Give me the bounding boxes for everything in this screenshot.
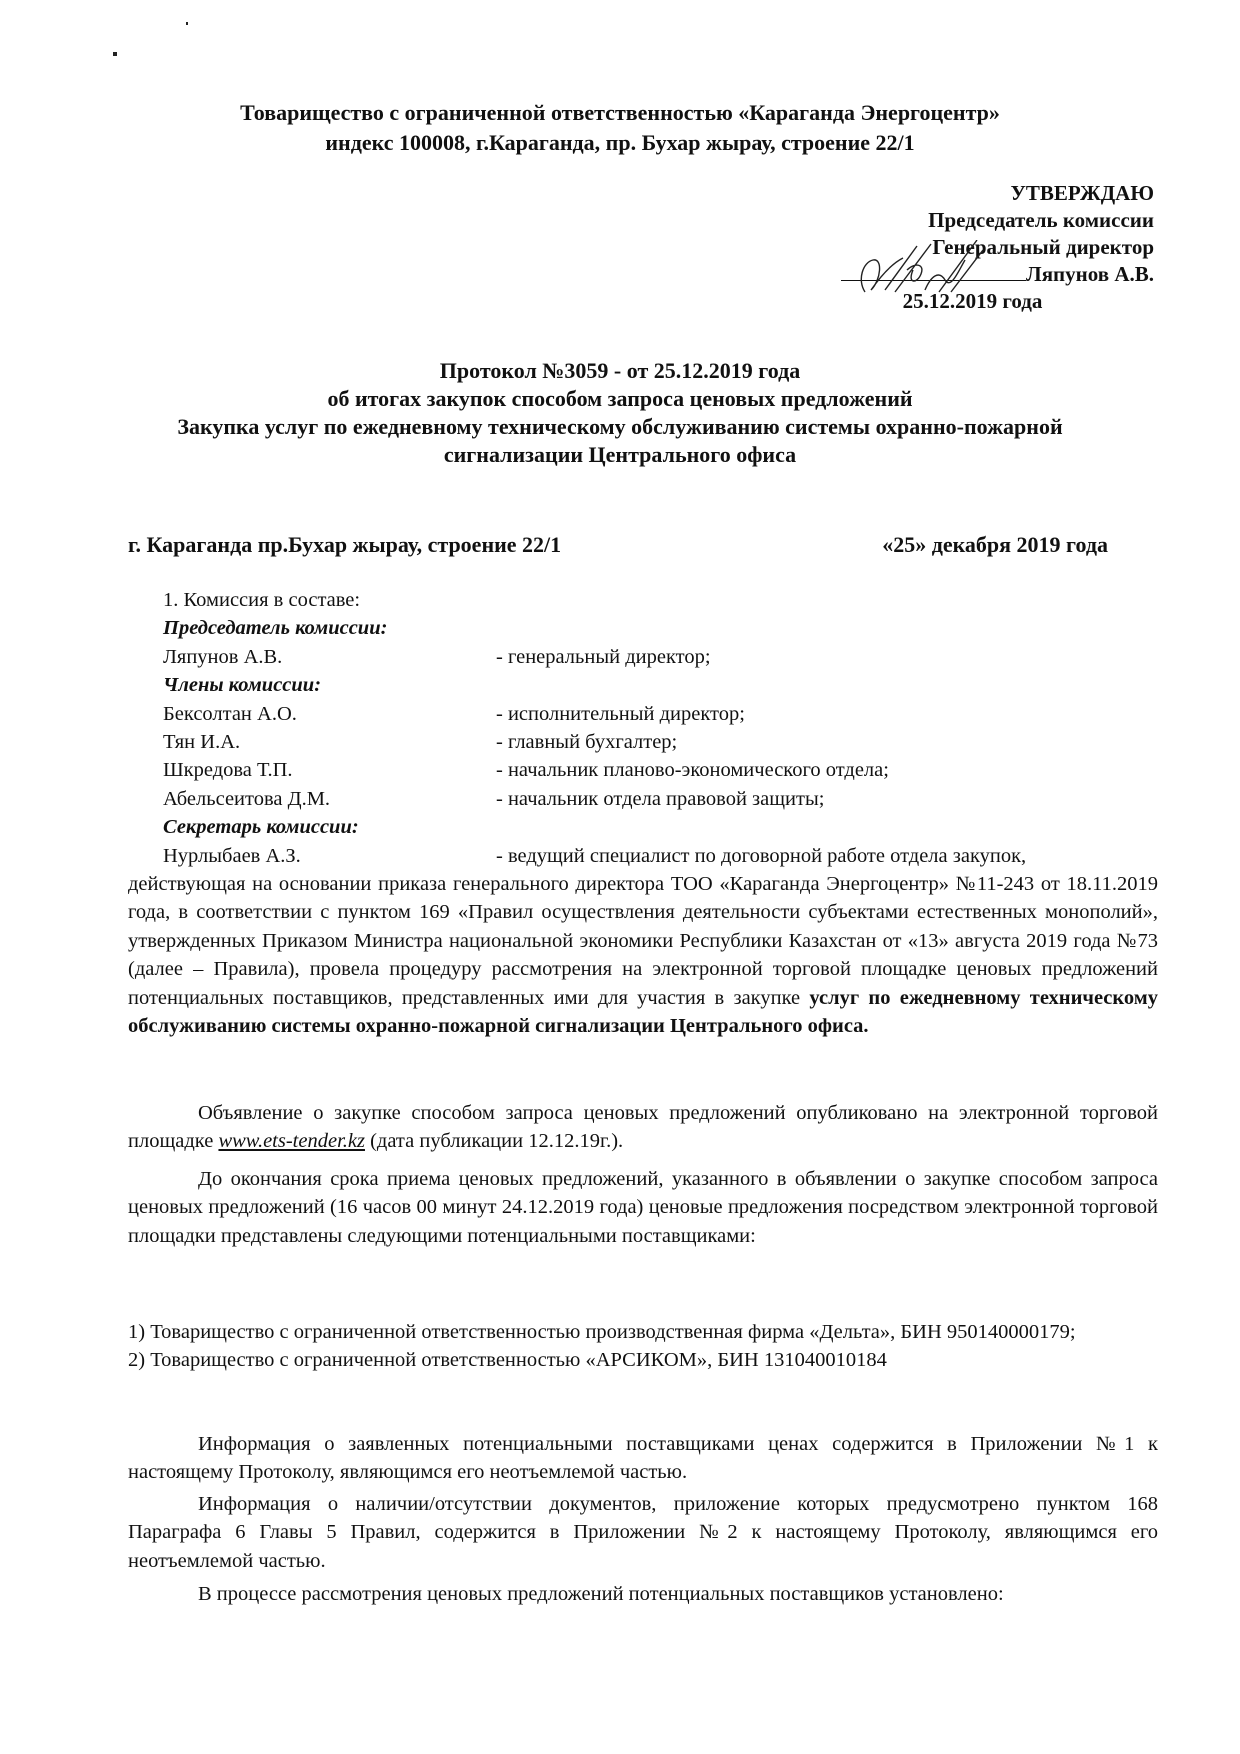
paragraph-basis [128, 870, 1158, 1040]
member-role: - ведущий специалист по договорной работе отдела закупок, [496, 844, 1027, 867]
paragraph-prices-info [128, 1430, 1158, 1487]
commission-chair [163, 643, 1153, 671]
approver-name: Ляпунов А.В. [1026, 262, 1154, 286]
findings-text: В процессе рассмотрения ценовых предложений потенциальных поставщиков установлено: [198, 1583, 1004, 1605]
announcement-tail: (дата публикации 12.12.19г.). [364, 1130, 624, 1153]
protocol-title-line-1: Протокол №3059 - от 25.12.2019 года [439, 358, 801, 383]
member-name: Бексолтан А.О. [163, 702, 297, 725]
members-heading: Члены комиссии: [163, 674, 322, 697]
member-name: Нурлыбаев А.З. [163, 844, 301, 867]
paragraph-basis-text: действующая на основании приказа генерального директора ТОО «Караганда Энергоцентр» №11-243 от 18.11.2019 года, в соответствии с пунктом 169 «Правил осуществления деятельности субъектами естественных монополий», утвержденных Приказом Министра национальной экономики Республики Казахстан от «13» августа 2019 года №73 (далее – Правила), провела процедуру рассмотрения на электронной торговой площадке ценовых предложений потенциальных поставщиков, представленных ими для участия в закупке [128, 873, 1158, 1009]
chair-heading: Председатель комиссии: [163, 617, 388, 640]
organization-address: индекс 100008, г.Караганда, пр. Бухар жырау, строение 22/1 [325, 130, 915, 155]
prices-info-text: Информация о заявленных потенциальными поставщиками ценах содержится в Приложении №1 к настоящему Протоколу, являющимся его неотъемлемой частью. [128, 1433, 1158, 1484]
paragraph-deadline [128, 1165, 1158, 1250]
place-date-line [128, 531, 1108, 559]
documents-info-text: Информация о наличии/отсутствии документов, приложение которых предусмотрено пунктом 168 Параграфа 6 Главы 5 Правил, содержится в Приложении №2 к настоящему Протоколу, являющимся его неотъемлемой частью. [128, 1493, 1158, 1572]
member-name: Шкредова Т.П. [163, 759, 293, 782]
protocol-title-line-4: сигнализации Центрального офиса [443, 442, 797, 467]
member-name: Ляпунов А.В. [163, 645, 283, 668]
document-date: «25» декабря 2019 года [882, 532, 1108, 557]
purchase-subject: услуг по ежедневному техническому обслуживанию системы охранно-пожарной сигнализации Центрального офиса. [128, 986, 1159, 1038]
tender-site-link[interactable]: www.ets-tender.kz [218, 1130, 365, 1153]
paragraph-findings [128, 1580, 1158, 1608]
protocol-title-line-3: Закупка услуг по ежедневному техническому обслуживанию системы охранно-пожарной [177, 414, 1063, 439]
place: г. Караганда пр.Бухар жырау, строение 22/1 [128, 532, 562, 557]
member-role: - начальник планово-экономического отдела; [496, 759, 889, 782]
member-role: - главный бухгалтер; [496, 730, 678, 753]
supplier-item: 1) Товарищество с ограниченной ответственностью производственная фирма «Дельта», БИН 950140000179; [128, 1321, 1076, 1343]
commission-member [163, 756, 1153, 784]
member-name: Тян И.А. [163, 730, 241, 753]
approver-position-1: Председатель комиссии [928, 208, 1154, 232]
commission-member [163, 728, 1153, 756]
approve-label: УТВЕРЖДАЮ [1010, 181, 1154, 205]
paragraph-documents-info [128, 1490, 1158, 1575]
paragraph-announcement [128, 1099, 1158, 1156]
supplier-list [128, 1318, 1158, 1375]
commission-secretary [163, 842, 1153, 870]
commission-member [163, 700, 1153, 728]
member-name: Абельсеитова Д.М. [163, 787, 331, 810]
approval-date: 25.12.2019 года [902, 289, 1043, 313]
announcement-text: Объявление о закупке способом запроса ценовых предложений опубликовано на электронной торговой площадке [128, 1102, 1158, 1153]
commission-intro: 1. Комиссия в составе: [163, 589, 361, 611]
protocol-title-line-2: об итогах закупок способом запроса ценовых предложений [327, 386, 913, 411]
member-role: - начальник отдела правовой защиты; [496, 787, 825, 810]
member-role: - исполнительный директор; [496, 702, 745, 725]
protocol-title [60, 357, 1180, 469]
approver-position-2: Генеральный директор [932, 235, 1154, 259]
organization-name: Товарищество с ограниченной ответственностью «Караганда Энергоцентр» [240, 100, 1000, 125]
deadline-text: До окончания срока приема ценовых предложений, указанного в объявлении о закупке способом запроса ценовых предложений (16 часов 00 минут 24.12.2019 года) ценовые предложения посредством электронной торговой площадки представлены следующими потенциальными поставщиками: [128, 1168, 1158, 1247]
commission-list [163, 586, 1153, 870]
handwritten-signature [855, 240, 995, 298]
scan-speck [186, 22, 188, 25]
commission-member [163, 785, 1153, 813]
secretary-heading: Секретарь комиссии: [163, 816, 359, 839]
supplier-item: 2) Товарищество с ограниченной ответственностью «АРСИКОМ», БИН 131040010184 [128, 1349, 887, 1372]
member-role: - генеральный директор; [496, 645, 711, 668]
scan-speck [113, 52, 117, 56]
